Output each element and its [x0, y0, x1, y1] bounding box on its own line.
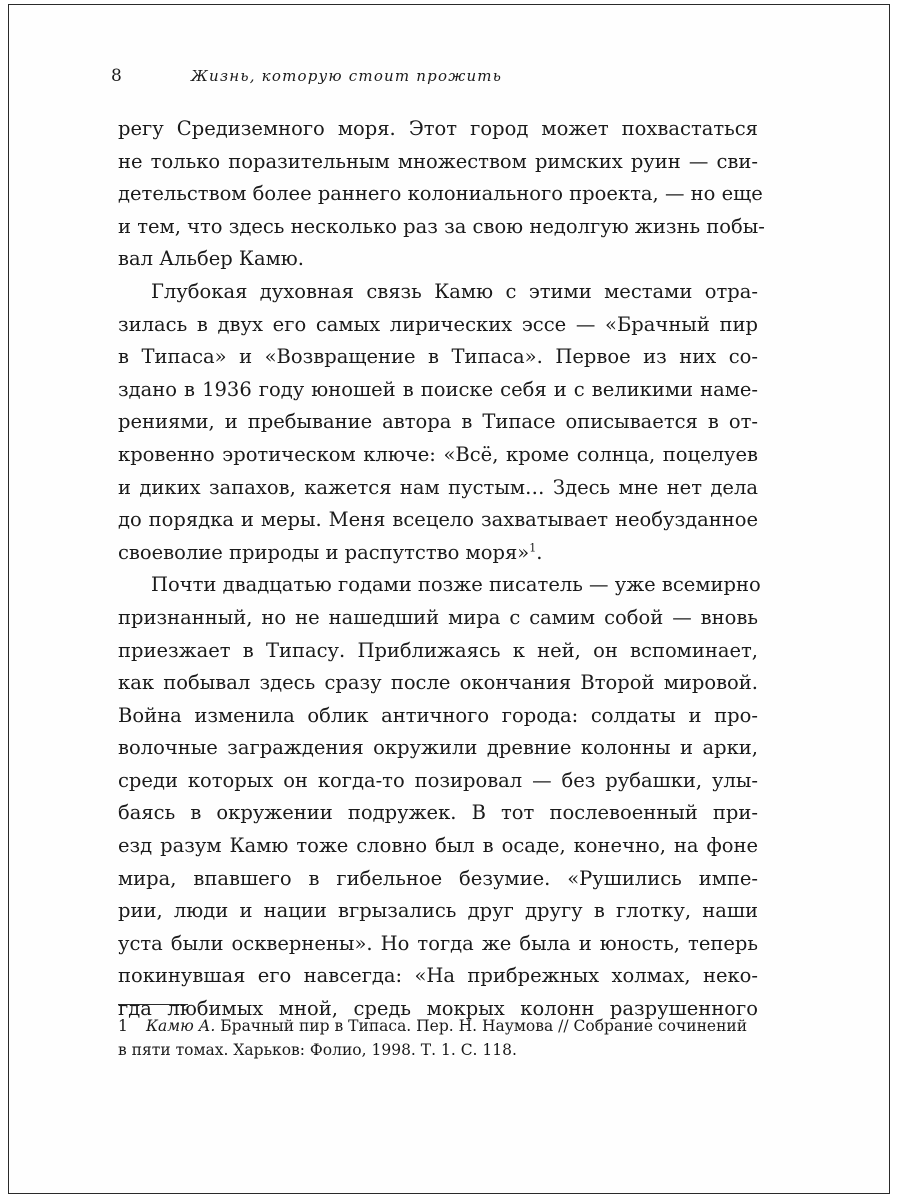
footnote-line: в пяти томах. Харьков: Фолио, 1998. Т. 1. С. 118.	[118, 1041, 517, 1059]
running-header	[111, 66, 502, 86]
text-line: своеволие природы и распутство моря»	[118, 540, 530, 564]
text-line: вал Альбер Камю.	[118, 247, 304, 271]
text-line: как побывал здесь сразу после окончания Второй мировой.	[118, 671, 758, 695]
text-line: в Типаса» и «Возвращение в Типаса». Первое из них со-	[118, 345, 758, 369]
text-line: Война изменила облик античного города: солдаты и про-	[118, 703, 758, 727]
running-title: Жизнь, которую стоит прожить	[191, 67, 503, 85]
footnote	[118, 1014, 758, 1062]
text-line: детельством более раннего колониального проекта, — но еще	[118, 182, 763, 206]
text-line: Почти двадцатью годами позже писатель — уже всемирно	[151, 573, 761, 597]
text-line: регу Средиземного моря. Этот город может похвастаться	[118, 117, 758, 140]
text-line: приезжает в Типасу. Приближаясь к ней, он вспоминает,	[118, 638, 758, 662]
main-text	[118, 113, 765, 1026]
text-line: рии, люди и нации вгрызались друг другу в глотку, наши	[118, 899, 758, 923]
text-line: зилась в двух его самых лирических эссе — «Брачный пир	[118, 312, 758, 336]
text-line: езд разум Камю тоже словно был в осаде, конечно, на фоне	[118, 834, 758, 858]
footnote-divider	[118, 1004, 188, 1005]
text-line: не только поразительным множеством римских руин — сви-	[118, 149, 758, 173]
text-line: здано в 1936 году юношей в поиске себя и с великими наме-	[118, 377, 758, 401]
footnote-author: Камю А.	[146, 1017, 216, 1035]
text-line: среди которых он когда-то позировал — без рубашки, улы-	[118, 768, 758, 792]
text-line: гда любимых мной, средь мокрых колонн разрушенного	[118, 997, 758, 1021]
text-line: до порядка и меры. Меня всецело захватывает необузданное	[118, 508, 758, 532]
text-line: волочные заграждения окружили древние колонны и арки,	[118, 736, 758, 760]
text-line: признанный, но не нашедший мира с самим собой — вновь	[118, 605, 758, 629]
text-line-with-footnote: своеволие природы и распутство моря»$^1$.	[118, 540, 543, 564]
text-line: рениями, и пребывание автора в Типасе описывается в от-	[118, 410, 758, 434]
text-line: мира, впавшего в гибельное безумие. «Рушились импе-	[118, 866, 758, 890]
text-line: и тем, что здесь несколько раз за свою недолгую жизнь побы-	[118, 214, 765, 238]
footnote-marker: 1	[118, 1017, 128, 1035]
footnote-line	[118, 1014, 758, 1038]
text-line: уста были осквернены». Но тогда же была и юность, теперь	[118, 931, 758, 955]
text-line: баясь в окружении подружек. В тот послевоенный при-	[118, 801, 758, 825]
footnote-reference: 1	[529, 541, 537, 555]
text-line: и диких запахов, кажется нам пустым… Здесь мне нет дела	[118, 475, 758, 499]
text-line: Глубокая духовная связь Камю с этими местами отра-	[151, 279, 758, 303]
footnote-text: Брачный пир в Типаса. Пер. Н. Наумова // Собрание сочинений	[215, 1017, 748, 1035]
text-line: кровенно эротическом ключе: «Всё, кроме солнца, поцелуев	[118, 442, 758, 466]
text-line: покинувшая его навсегда: «На прибрежных холмах, неко-	[118, 964, 758, 988]
page-number: 8	[111, 66, 123, 86]
